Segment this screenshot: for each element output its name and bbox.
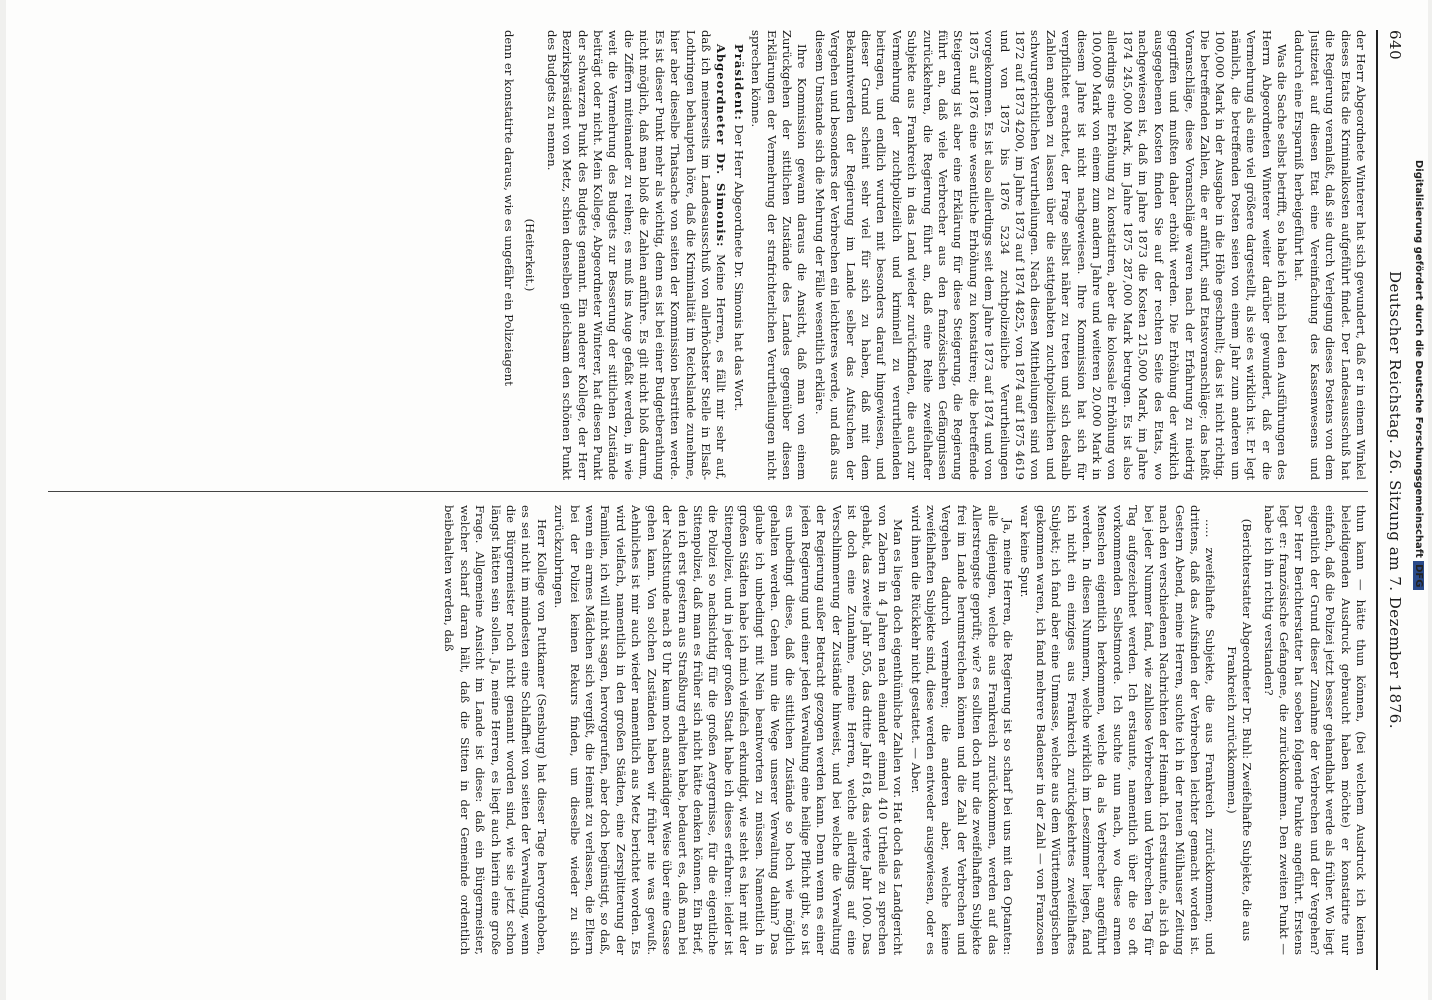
rotated-page-content <box>30 30 1410 970</box>
scan-edge-right <box>1428 0 1432 1000</box>
parenthetical-remark: (Berichterstatter Abgeordneter Dr. Buhl: Zweifelhafte Subjekte, die aus Frankreich zurückkommen.) <box>1224 518 1255 942</box>
speech-paragraph <box>543 30 728 480</box>
speaker-name: Abgeordneter Dr. Simonis: <box>714 44 729 248</box>
body-paragraph: Was die Sache selbst betrifft, so habe ich mich bei den Ausführungen des Herrn Abgeordneten Winterer weiter darüber gewundert, daß er die Vermehrung als eine viel größere dargestellt, als sie es wirklich ist. Er legt nämlich, die betreffenden Posten seien von einem Jahr zum anderen um 100,000 Mark in der Ausgabe in die Höhe geschnellt; das ist nicht richtig. Die betreffenden Zahlen, die er anführt, sind Etatsvoranschläge; das heißt Voranschläge, diese Voranschläge waren nach der Erfahrung zu niedrig gegriffen und mußten daher erhöht werden. Die Erhöhung der wirklich ausgegebenen Kosten finden Sie auf der rechten Seite des Etats, wo nachgewiesen ist, daß im Jahre 1873 die Kosten 215,000 Mark, im Jahre 1874 245,000 Mark, im Jahre 1875 287,000 Mark betrugen. Es ist also allerdings eine Erhöhung zu konstatiren, aber die kolossale Erhöhung von 100,000 Mark von einem zum andern Jahre und weiteren 20,000 Mark in diesem Jahre ist nicht nachgewiesen. Ihre Kommission hat sich für verpflichtet erachtet, der Frage selbst näher zu treten und sich deshalb Zahlen angeben zu lassen über die stattgehabten zuchtpolizeilichen und schwurgerichtlichen Verurtheilungen. Nach diesen Mittheilungen sind von 1872 auf 1873 4200, im Jahre 1873 auf 1874 4825, von 1874 auf 1875 4619 und von 1875 bis 1876 5234 zuchtpolizeiliche Verurtheilungen vorgekommen. Es ist also allerdings seit dem Jahre 1873 auf 1874 und von 1875 auf 1876 eine wesentliche Erhöhung zu konstatiren; die betreffende Steigerung ist aber eine Erklärung für diese Steigerung, die Regierung führt an, daß viele Verbrecher aus den französischen Gefängnissen zurückkehren, die Regierung führt an, daß eine Reihe zweifelhafter Subjekte aus Frankreich in das Land wieder zurückfinden, die auch zur Vermehrung der zuchtpolizeilich und kriminell zu verurtheilenden beitragen, und endlich wurden mit besonders darauf hingewiesen, und dieser Grund scheint sehr viel für sich zu haben, daß mit dem Bekanntwerden der Regierung im Lande selber das Aufsuchen der Vergehen und besonders der Verbrechen ein leichteres werde, und daß aus diesem Umstande sich die Mehrung der Fälle wesentlich erkläre. <box>812 30 1289 480</box>
dfg-logo: DFG <box>1413 561 1424 590</box>
body-paragraph: ..... zweifelhafte Subjekte, die aus Frankreich zurückkommen; und drittens, daß das Aufsinden der Verbrechen leichter gemacht worden ist. Gestern Abend, meine Herren, suchte ich in der neuen Mülhauser Zeitung nach den verschiedenen Nachrichten der Heimath. Ich erstaunte, als ich da bei jeder Nummer fand, wie zahllose Verbrechen und Verbrechen Tag für Tag aufgezeichnet werden. Ich erstaunte, namentlich über die so oft vorkommenden Selbstmorde. Ich suchte nun nach, wo diese armen Menschen eigentlich herkommen, welche da als Verbrecher angeführt werden. In diesen Nummern, welche wirklich im Lesezimmer liegen, fand ich nicht ein einziges aus Frankreich zurückgekehrtes zweifelhaftes Subjekt; ich fand aber eine Unmasse, welche aus dem Württembergischen gekommen waren, ich fand mehrere Badenser in der Zahl — von Franzosen war keine Spur. <box>1018 505 1218 955</box>
body-paragraph: thun kann — hätte thun können, (bei welchem Ausdruck ich keinen beleidigenden Ausdruck gebraucht haben möchte) er konstatirte nur einfach, daß die Polizei jetzt besser gehandhabt werde als früher. Wo liegt eigentlich der Grund dieser Zunahme der Verbrechen und der Vergehen? Der Herr Berichterstatter hat soeben folgende Punkte angeführt. Erstens legt er: französische Gefangene, die zurückkommen. Den zweiten Punkt — habe ich ihn richtig verstanden? <box>1261 505 1368 955</box>
right-column <box>38 505 1368 955</box>
speaker-name: Präsident: <box>731 44 746 121</box>
speech-text: Der Herr Abgeordnete Dr. Simonis hat das Wort. <box>731 120 746 412</box>
funding-text: Digitalisierung gefördert durch die Deutsche Forschungsgemeinschaft <box>1413 160 1424 558</box>
header-rule <box>1376 30 1378 970</box>
body-paragraph: Ja, meine Herren, die Regierung ist so scharf bei uns mit den Optanten: alle diejenigen, welche aus Frankreich zurückkommen, werden auf das Allerstrengste geprüft; wie? es sollten doch nur die zweifelhaften Subjekte frei im Lande herumstreichen können und die Zahl der Verbrechen und Vergehen dadurch vermehren; die anderen aber, welche keine zweifelhaften Subjekte sind, diese werden entweder ausgewiesen, oder es wird ihnen die Rückkehr nicht gestattet. — Aber. <box>908 505 1016 955</box>
dfg-funding-note <box>1412 160 1426 860</box>
page-title: Deutscher Reichstag. 26. Sitzung am 7. Dezember 1876. <box>1386 270 1404 730</box>
parenthetical-remark: (Heiterkeit.) <box>523 218 538 292</box>
body-paragraph: der Herr Abgeordnete Winterer hat sich gewundert, daß er in einem Winkel dieses Etats die Kriminalkosten aufgeführt findet. Der Landesausschuß hat die Regierung veranlaßt, daß sie durch Verlegung dieses Postens von dem Justizetat auf diesen Etat eine Vereinfachung des Kassenwesens und dadurch eine Ersparniß herbeigeführt hat. <box>1292 30 1368 480</box>
body-paragraph: Herr Kollege von Puttkamer (Sensburg) hat dieser Tage hervorgehoben, es sei nicht im mindesten eine Schlaffheit von seiten der Verwaltung, wenn die Bürgermeister noch nicht genannt worden sind, wie sie jetzt schon längst hätten sein sollen. Ja, meine Herren, es liegt auch hierin eine große Frage. Allgemeine Ansicht im Lande ist diese: daß ein Bürgermeister, welcher scharf daran hält, daß die Sitten in der Gemeinde ordentlich beibehalten werden, daß <box>442 505 549 955</box>
body-paragraph: denn er konstatirte daraus, wie es ungefähr ein Polizeiagent <box>502 30 517 386</box>
body-paragraph: Ihre Kommission gewann daraus die Ansicht, daß man von einem Zurückgehen der sittlichen Zustände des Landes gegenüber diesen Erklärungen der Vermehrung der strafrichterlichen Verurtheilungen nicht sprechen könne. <box>749 30 810 480</box>
speech-text: Meine Herren, es fällt mir sehr auf, daß ich meinerseits im Landesausschuß von allerhöchster Stelle in Elsaß-Lothringen behaupten höre, daß die Kriminalität im Reichslande zunehme, hier aber dieselbe Thatsache von seiten der Kommission bestritten werde. Es ist dieser Punkt mehr als wichtig, denn es ist bei einer Budgetberathung nicht möglich, daß man bloß die Zahlen anführe. Es gilt nicht bloß darum, die Ziffern miteinander zu reihen; es muß ins Auge gefaßt werden, in wie weit die Vermehrung des Budgets zur Besserung der sittlichen Zustände beiträgt oder nicht. Mein Kollege, Abgeordneter Winterer, hat diesen Punkt der schwarzen Punkt des Budgets genannt. Ein anderer Kollege, der Herr Bezirkspräsident von Metz, schien denselben gleichsam den schönen Punkt des Budgets zu nennen. <box>544 30 729 480</box>
page-header <box>1376 30 1410 970</box>
page-number: 640 <box>1386 30 1404 61</box>
speech-paragraph <box>730 30 745 480</box>
left-column <box>38 30 1368 480</box>
body-paragraph: Man es liegen doch eigenthümliche Zahlen vor. Hat doch das Landgericht von Zabern in 4 Jahren nach einander einmal 410 Urtheile zu sprechen gehabt, das zweite Jahr 505, das dritte Jahr 618, das vierte Jahr 1000. Das ist doch eine Zunahme, meine Herren, welche allerdings auf eine Verschlimmerung der Zustände hinweist, und bei welche die Verwaltung der Regierung außer Betracht gezogen werden kann. Denn wenn es einer jeden Regierung und einer jeden Verwaltung eine heilige Pflicht gibt, so ist es unbedingt diese, daß die sittlichen Zustände so hoch wie möglich gehalten werden. Gehen nun die Wege unserer Verwaltung dahin? Das glaube ich unbedingt mit Nein beantworten zu müssen. Namentlich in großen Städten habe ich mich vielfach erkundigt, wie steht es hier mit der Sittenpolizei, und in jeder großen Stadt habe ich dieses erfahren: leider ist die Polizei so nachsichtig für die großen Aergernisse, für die eigentliche Sittenpolizei, daß man es früher sich nicht hätte denken können. Ein Brief, den ich erst gestern aus Straßburg erhalten habe, bedauert es, daß man bei der Nachtstunde nach 8 Uhr kaum noch anständiger Weise über eine Gasse gehen kann. Von solchen Zuständen haben wir früher nie was gewußt. Aehnliches ist mir auch wieder namentlich aus Metz berichtet worden. Es wird vielfach, namentlich in den großen Städten, eine Zersplitterung der Familien, ich will nicht sagen, hervorgerufen, aber doch begünstigt, so daß, wenn ein armes Mädchen sich vergißt, die Heimat zu verlassen, die Eltern bei der Polizei keinen Rekurs finden, um dieselbe wieder zu sich zurückzubringen. <box>552 505 906 955</box>
column-divider <box>48 491 1368 492</box>
scan-edge-left <box>0 0 6 1000</box>
